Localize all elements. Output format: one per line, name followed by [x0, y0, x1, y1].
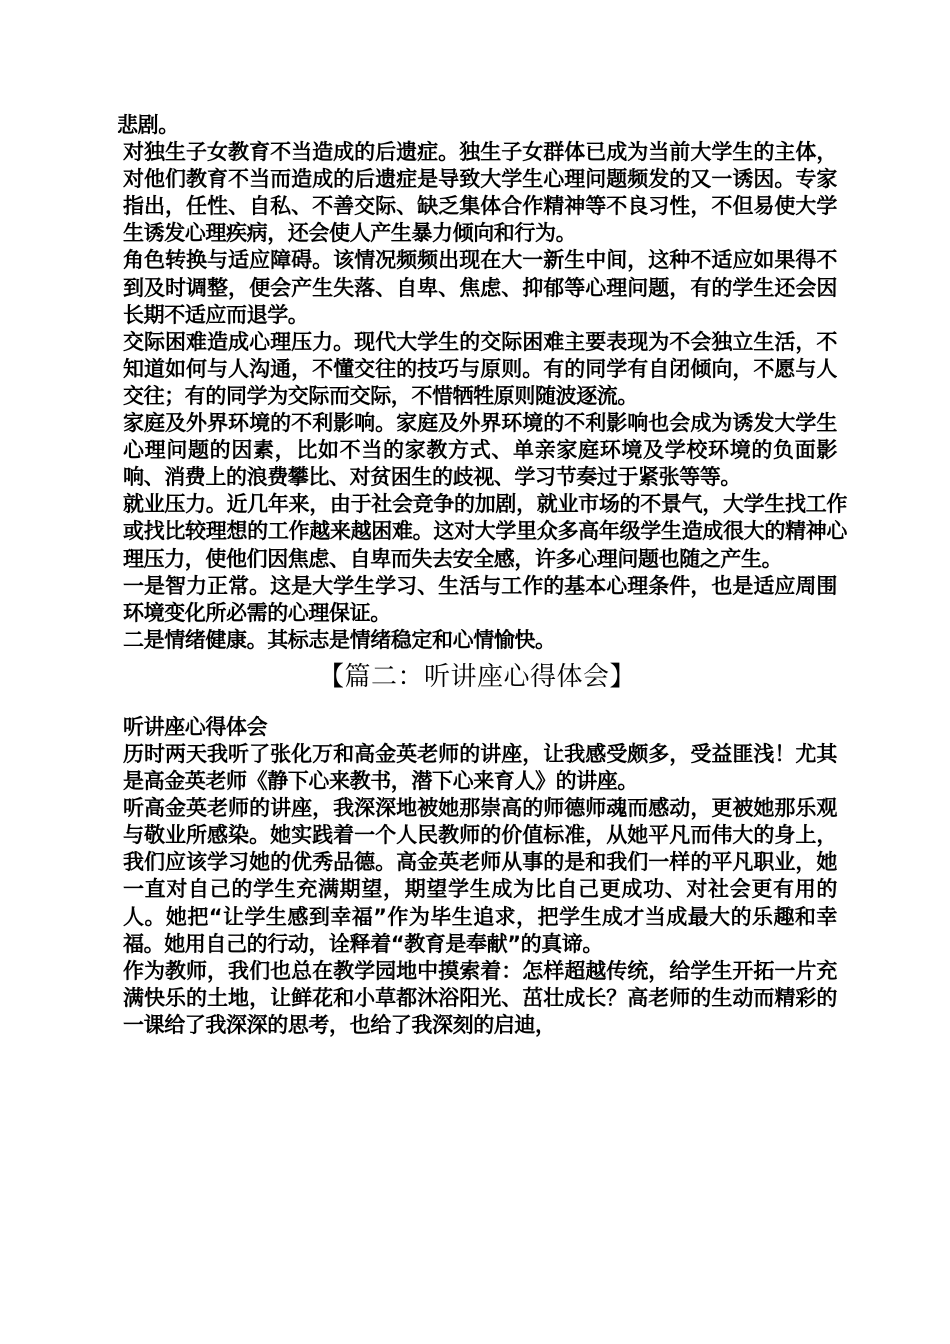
section-title: 【篇二：听讲座心得体会】 — [317, 661, 636, 692]
document-page — [117, 112, 847, 1039]
paragraph-only-child-education: 对独生子女教育不当造成的后遗症。独生子女群体已成为当前大学生的主体，对他们教育不当而造成的后遗症是导致大学生心理问题频发的又一诱因。专家指出，任性、自私、不善交际、缺乏集体合作精神等不良习性，不但易使大学生诱发心理疾病，还会使人产生暴力倾向和行为。 — [123, 140, 837, 246]
paragraph-role-transition: 角色转换与适应障碍。该情况频频出现在大一新生中间，这种不适应如果得不到及时调整，便会产生失落、自卑、焦虑、抑郁等心理问题，有的学生还会因长期不适应而退学。 — [123, 248, 837, 327]
article-subtitle: 听讲座心得体会 — [123, 714, 268, 739]
paragraph-social-difficulty: 交际困难造成心理压力。现代大学生的交际困难主要表现为不会独立生活，不知道如何与人沟通，不懂交往的技巧与原则。有的同学有自闭倾向，不愿与人交往；有的同学为交际而交际，不惜牺牲原则随波逐流。 — [123, 329, 837, 408]
paragraph-teacher-gao: 听高金英老师的讲座，我深深地被她那崇高的师德师魂而感动，更被她那乐观与敬业所感染。她实践着一个人民教师的价值标准，从她平凡而伟大的身上，我们应该学习她的优秀品德。高金英老师从事的是和我们一样的平凡职业，她一直对自己的学生充满期望，期望学生成为比自己更成功、对社会更有用的人。她把“让学生感到幸福”作为毕生追求，把学生成才当成最大的乐趣和幸福。她用自己的行动，诠释着“教育是奉献”的真谛。 — [123, 796, 837, 956]
paragraph-employment-pressure: 就业压力。近几年来，由于社会竞争的加剧，就业市场的不景气，大学生找工作或找比较理想的工作越来越困难。这对大学里众多高年级学生造成很大的精神心理压力，使他们因焦虑、自卑而失去安全感，许多心理问题也随之产生。 — [123, 492, 847, 571]
paragraph-lecture-intro: 历时两天我听了张化万和高金英老师的讲座，让我感受颇多，受益匪浅！尤其是高金英老师《静下心来教书，潜下心来育人》的讲座。 — [123, 741, 837, 794]
paragraph-family-environment: 家庭及外界环境的不利影响。家庭及外界环境的不利影响也会成为诱发大学生心理问题的因素，比如不当的家教方式、单亲家庭环境及学校环境的负面影响、消费上的浪费攀比、对贫困生的歧视、学习节奏过于紧张等等。 — [123, 411, 837, 490]
paragraph-as-teachers: 作为教师，我们也总在教学园地中摸索着：怎样超越传统，给学生开拓一片充满快乐的土地，让鲜花和小草都沐浴阳光、茁壮成长？高老师的生动而精彩的一课给了我深深的思考，也给了我深刻的启迪， — [123, 958, 837, 1037]
paragraph-tragedy: 悲剧。 — [117, 113, 179, 137]
paragraph-emotional-health: 二是情绪健康。其标志是情绪稳定和心情愉快。 — [123, 627, 556, 652]
paragraph-normal-intelligence: 一是智力正常。这是大学生学习、生活与工作的基本心理条件，也是适应周围环境变化所必需的心理保证。 — [123, 573, 837, 625]
